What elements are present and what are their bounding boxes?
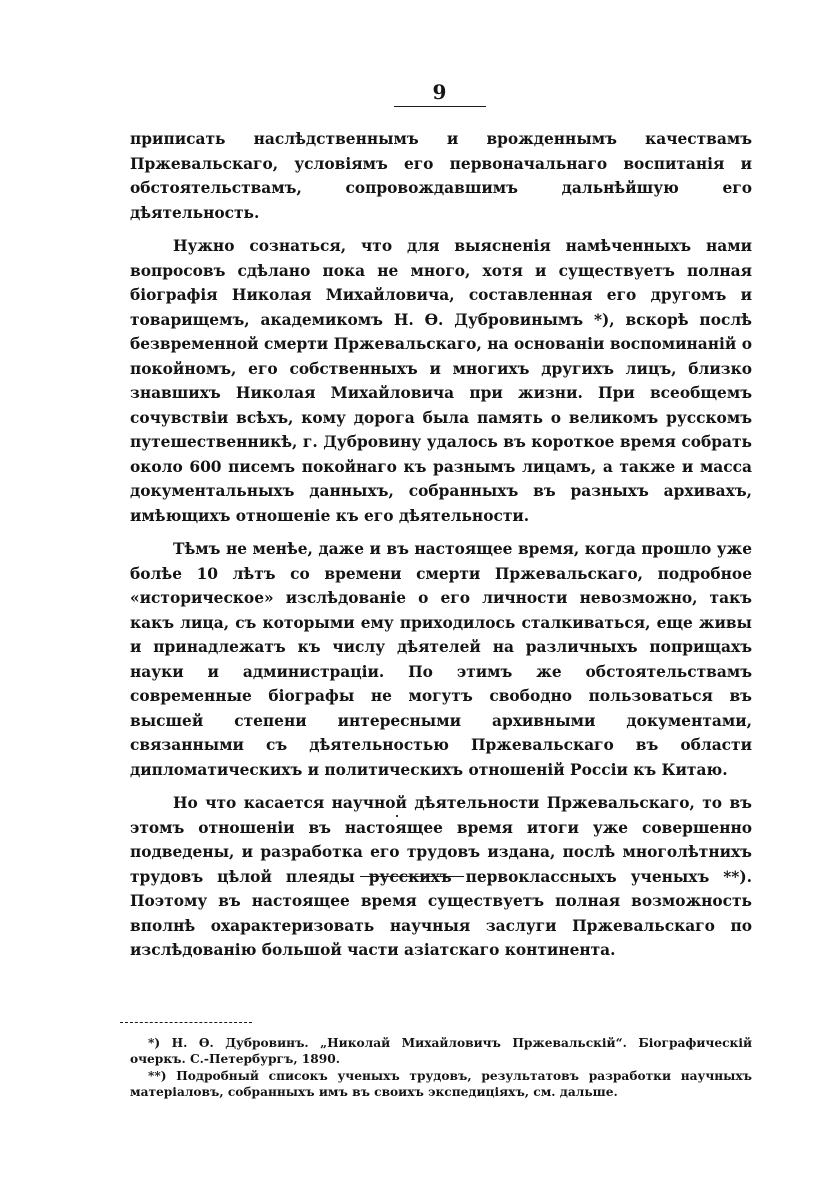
section-end-rule: [360, 876, 464, 877]
page-number: 9: [432, 80, 448, 104]
paragraph: Нужно сознаться, что для выясненія намѣченныхъ нами вопросовъ сдѣлано пока не много, хотя и существуетъ полная біографія Николая Михайловича, составленная его другомъ и товарищемъ, академикомъ Н. Ѳ. Дубровинымъ *), вскорѣ послѣ безвременной смерти Пржевальскаго, на основаніи воспоминаній о покойномъ, его собственныхъ и многихъ другихъ лицъ, близко знавшихъ Николая Михайловича при жизни. При всеобщемъ сочувствіи всѣхъ, кому дорога была память о великомъ русскомъ путешественникѣ, г. Дубровину удалось въ короткое время собрать около 600 писемъ покойнаго къ разнымъ лицамъ, а также и масса документальныхъ данныхъ, собранныхъ въ разныхъ архивахъ, имѣющихъ отношеніе къ его дѣятельности.: [130, 237, 752, 525]
footnote-separator: [120, 1022, 252, 1023]
paragraph: приписать наслѣдственнымъ и врожденнымъ качествамъ Пржевальскаго, условіямъ его первоначальнаго воспитанія и обстоятельствамъ, сопровождавшимъ дальнѣйшую его дѣятельность.: [130, 130, 752, 222]
header-rule: [394, 106, 486, 107]
paragraph: Тѣмъ не менѣе, даже и въ настоящее время, когда прошло уже болѣе 10 лѣтъ со времени смерти Пржевальскаго, подробное «историческое» изслѣдованіе о его личности невозможно, такъ какъ лица, съ которыми ему приходилось сталкиваться, еще живы и принадлежатъ къ числу дѣятелей на различныхъ поприщахъ науки и администраціи. По этимъ же обстоятельствамъ современные біографы не могутъ свободно пользоваться въ высшей степени интересными архивными документами, связанными съ дѣятельностью Пржевальскаго въ области дипломатическихъ и политическихъ отношеній Россіи къ Китаю.: [130, 540, 752, 779]
footnote: *) Н. Ѳ. Дубровинъ. „Николай Михайловичъ Пржевальскій“. Біографическій очеркъ. С.-Петербургъ, 1890.: [130, 1036, 752, 1066]
footnote: **) Подробный списокъ ученыхъ трудовъ, результатовъ разработки научныхъ матеріаловъ, собранныхъ имъ въ своихъ экспедиціяхъ, см. дальше.: [130, 1069, 752, 1099]
stray-mark: [396, 815, 398, 817]
paragraph: Но что касается научной дѣятельности Пржевальскаго, то въ этомъ отношеніи въ настоящее время итоги уже совершенно подведены, и разработка его трудовъ издана, послѣ многолѣтнихъ трудовъ цѣлой плеяды русскихъ первоклассныхъ ученыхъ **). Поэтому въ настоящее время существуетъ полная возможность вполнѣ охарактеризовать научныя заслуги Пржевальскаго по изслѣдованію большой части азіатскаго континента.: [130, 794, 752, 959]
body-text: [130, 127, 752, 972]
footnotes: [130, 1036, 752, 1102]
